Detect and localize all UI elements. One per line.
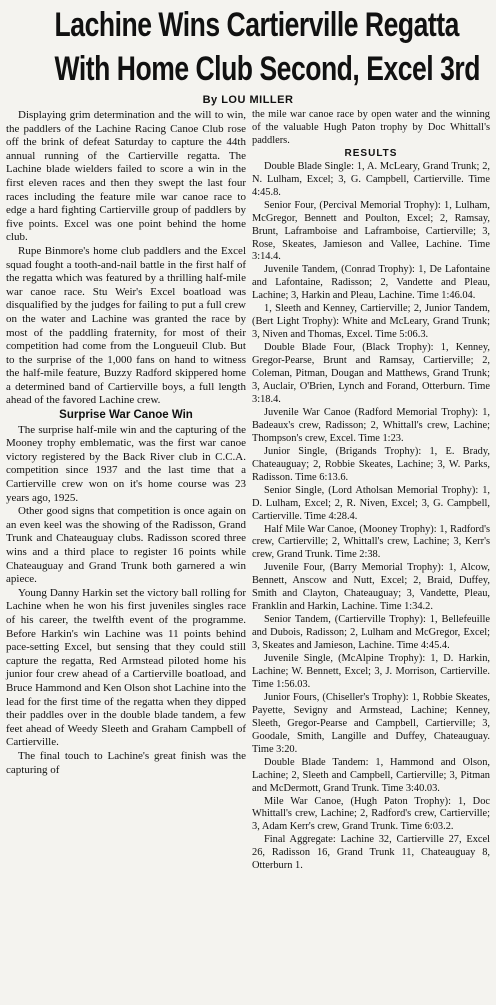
paragraph: Other good signs that competition is once again on an even keel was the showing of the Radisson, Grand Trunk and Chateauguay clubs. Radisson scored three wins and a third place to register 16 points while Chateauguay and Grand Trunk both garnered a win apiece. <box>6 505 246 586</box>
result-entry: Senior Four, (Percival Memorial Trophy): 1, Lulham, McGregor, Bennett and Poulton, Excel; 2, Ramsay, Brunt, Laframboise and Laframboise, Cartierville; 3, Rose, Skeates, Jamieson and Vallee, Lachine. Time 3:14.4. <box>252 199 490 263</box>
section-subhead: Surprise War Canoe Win <box>59 409 193 422</box>
paragraph-continuation: the mile war canoe race by open water and the winning of the valuable Hugh Paton trophy by Doc Whittall's paddlers. <box>252 109 490 146</box>
result-entry: Junior Fours, (Chiseller's Trophy): 1, Robbie Skeates, Payette, Sevigny and Armstead, Lachine; Kenney, Sleeth, Gregor-Pearse and Campbell, Cartierville; 3, Goodale, Smith, Langille and Duffey, Chateauguay. Time 3:20. <box>252 691 490 755</box>
headline <box>0 6 496 88</box>
byline: By LOU MILLER <box>202 94 294 106</box>
result-entry: Juvenile Four, (Barry Memorial Trophy): 1, Alcow, Bennett, Anscow and Nutt, Excel; 2, Braid, Duffey, Smith and Clayton, Chateauguay; 3, Vandette, Pleau, Franklin and Harkin, Lachine. Time 1:34.2. <box>252 562 490 613</box>
paragraph: Young Danny Harkin set the victory ball rolling for Lachine when he won his first juveniles singles race of his career, the twelfth event of the programme. Before Harkin's win Lachine was 11 points behind pace-setting Excel, but sensing that they could still capture the regatta, Red Armstead piloted home his junior four crew ahead of a Cartierville boatload, and Bruce Hammond and Ken Olson shot Lachine into the lead for the first time of the regatta when they dipped their paddles over in the double blade tandem, a few feet ahead of Weedy Sleeth and Graham Campbell of Cartierville. <box>6 586 246 749</box>
result-entry: 1, Sleeth and Kenney, Cartierville; 2, Junior Tandem, (Bert Light Trophy): White and McLeary, Grand Trunk; 3, Niven and Thomas, Excel. Time 5:06.3. <box>252 303 490 341</box>
result-entry: Juvenile War Canoe (Radford Memorial Trophy): 1, Badeaux's crew, Radisson; 2, Whittall's crew, Lachine; Thompson's crew, Excel. Time 1:23. <box>252 406 490 444</box>
result-entry: Junior Single, (Brigands Trophy): 1, E. Brady, Chateauguay; 2, Robbie Skeates, Lachine; 3, W. Parks, Radisson. Time 6:13.6. <box>252 445 490 483</box>
paragraph: The surprise half-mile win and the capturing of the Mooney trophy emblematic, was the first war canoe victory registered by the Back River club in C.C.A. competition since 1937 and the last time that a Cartierville crew won on it's home course was 23 years ago, 1925. <box>6 423 246 504</box>
result-entry: Senior Single, (Lord Atholsan Memorial Trophy): 1, D. Lulham, Excel; 2, R. Niven, Excel; 3, G. Campbell, Cartierville. Time 4:28.4. <box>252 484 490 522</box>
article <box>0 6 496 873</box>
result-entry: Double Blade Tandem: 1, Hammond and Olson, Lachine; 2, Sleeth and Campbell, Cartierville; 3, Pitman and McDermott, Grand Trunk. Time 3:40.03. <box>252 756 490 794</box>
headline-line-1: Lachine Wins Cartierville Regatta <box>54 6 459 44</box>
paragraph: Rupe Binmore's home club paddlers and the Excel squad fought a tooth-and-nail battle in the first half of the regatta which was featured by a thrilling half-mile war canoe race. Stu Weir's Excel boatload was disqualified by the judges for failing to put a full crew on the water and Lachine was granted the race by most of the paddling fraternity, for most of their competition had come from the Longueuil Club. But to the surprise of the 1,000 fans on hand to witness the half-mile feature, Buzzy Radford skippered home a determined band of Cartierville boys, a full length ahead of the favored Lachine crew. <box>6 244 246 407</box>
result-entry: Senior Tandem, (Cartierville Trophy): 1, Bellefeuille and Dubois, Radisson; 2, Lulham and McGregor, Excel; 3, Skeates and Jamieson, Lachine. Time 4:45.4. <box>252 614 490 652</box>
paragraph: Displaying grim determination and the will to win, the paddlers of the Lachine Racing Canoe Club rose off the brink of defeat Saturday to capture the 44th annual running of the Cartierville regatta. The Lachine blade wielders failed to score a win in the first eleven races and then they swept the last four races including the feature mile war canoe race to edge a hard fighting Cartierville group of paddlers by five points. Excel was one point behind the home club. <box>6 109 246 244</box>
results-heading: RESULTS <box>344 147 398 159</box>
result-entry: Double Blade Four, (Black Trophy): 1, Kenney, Gregor-Pearse, Brunt and Ramsay, Cartierville; 2, Coleman, Pitman, Dougan and Matthews, Grand Trunk; 3, Auclair, O'Brien, Lynch and Forand, Otterburn. Time 3:18.4. <box>252 342 490 405</box>
right-column <box>252 109 490 873</box>
result-entry: Half Mile War Canoe, (Mooney Trophy): 1, Radford's crew, Cartierville; 2, Whittall's crew, Lachine; 3, Kerr's crew, Grand Trunk. Time 2:38. <box>252 523 490 561</box>
result-entry: Juvenile Tandem, (Conrad Trophy): 1, De Lafontaine and Lafontaine, Radisson; 2, Vandette and Pleau, Lachine; 3, Harkin and Pleau, Lachine. Time 1:46.04. <box>252 264 490 302</box>
result-entry: Double Blade Single: 1, A. McLeary, Grand Trunk; 2, N. Lulham, Excel; 3, G. Campbell, Cartierville. Time 4:45.8. <box>252 160 490 198</box>
result-entry: Juvenile Single, (McAlpine Trophy): 1, D. Harkin, Lachine; W. Bennett, Excel; 3, J. Morrison, Cartierville. Time 1:56.03. <box>252 653 490 690</box>
left-column <box>6 109 246 873</box>
result-entry: Mile War Canoe, (Hugh Paton Trophy): 1, Doc Whittall's crew, Lachine; 2, Radford's crew, Cartierville; 3, Adam Kerr's crew, Grand Trunk. Time 6:03.2. <box>252 795 490 833</box>
result-entry: Final Aggregate: Lachine 32, Cartierville 27, Excel 26, Radisson 16, Grand Trunk 11, Chateauguay 8, Otterburn 1. <box>252 834 490 872</box>
headline-line-2: With Home Club Second, Excel 3rd <box>54 50 480 88</box>
article-body <box>0 109 496 873</box>
paragraph: The final touch to Lachine's great finish was the capturing of <box>6 749 246 776</box>
